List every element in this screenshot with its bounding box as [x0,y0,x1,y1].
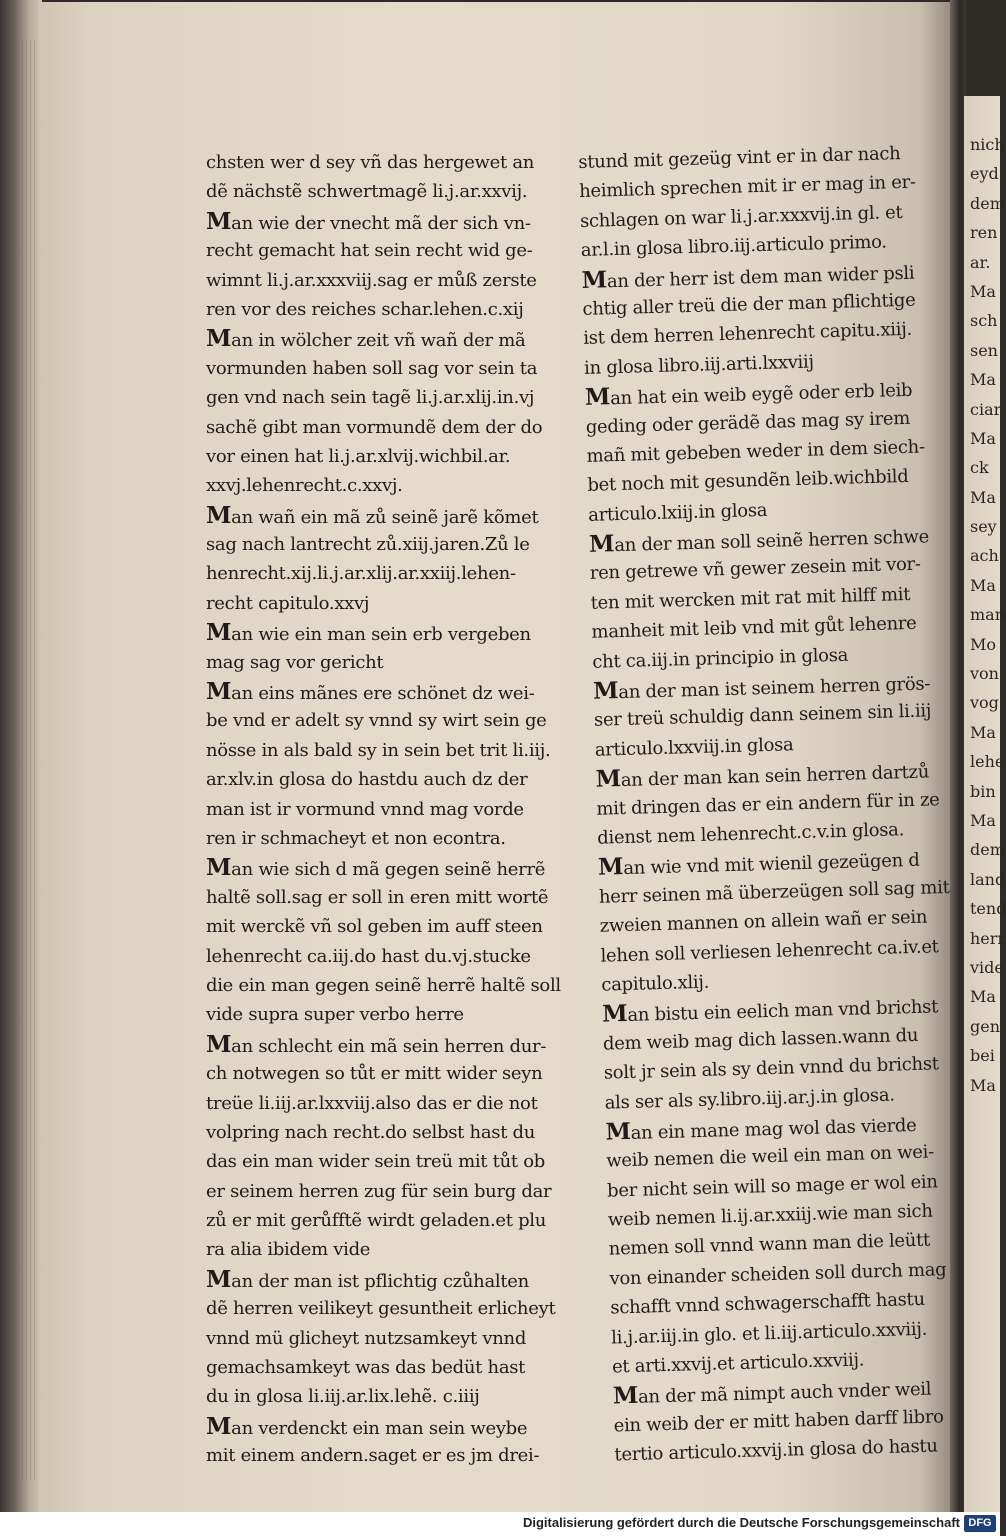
text-line: wimnt li.j.ar.xxxviij.sag er můß zerste [206,269,537,291]
text-line: chtig aller treü die der man pflichtige [582,289,916,320]
right-text-column [578,138,960,1470]
text-line: vide supra super verbo herre [206,1004,464,1026]
text-line: articulo.lxxviij.in glosa [594,734,794,761]
text-line: li.j.ar.iij.in glo. et li.iij.articulo.xxviij. [610,1318,928,1349]
text-line: ra alia ibidem vide [206,1239,371,1261]
text-line: Man wie sich d mã gegen seinẽ herrẽ [206,854,546,882]
left-text-column [206,148,566,1471]
text-line: haltẽ soll.sag er soll in eren mitt wortẽ [206,886,549,908]
peek-line: sey [970,517,997,537]
peek-line: lehe [970,752,1005,772]
text-line: Man der man kan sein herren dartzů [595,761,930,793]
text-line: ren vor des reiches schar.lehen.c.xij [206,298,524,320]
text-line: zů er mit gerůfftẽ wirdt geladen.et plu [206,1210,547,1232]
text-line: geding oder gerädẽ das mag sy irem [585,407,911,438]
text-line: von einander scheiden soll durch mag [609,1258,947,1290]
peek-line: Ma [970,575,996,595]
peek-line: vog [970,693,999,713]
text-line: Man in wölcher zeit vñ wañ der mã [206,325,526,353]
peek-line: ciar [970,399,1002,419]
text-line: ber nicht sein will so mage er wol ein [606,1171,938,1202]
footer-bar [0,1512,1000,1536]
text-line: ar.xlv.in glosa do hastdu auch dz der [206,769,528,791]
text-line: ch notwegen so tůt er mitt wider seyn [206,1063,543,1085]
text-line: ar.l.in glosa libro.iij.articulo primo. [580,231,887,262]
text-line: lehenrecht ca.iij.do hast du.vj.stucke [206,945,531,967]
text-line: lehen soll verliesen lehenrecht ca.iv.et [600,935,939,967]
text-line: recht gemacht hat sein recht wid ge- [206,240,533,262]
text-line: schlagen on war li.j.ar.xxxvij.in gl. et [579,201,903,232]
text-line: be vnd er adelt sy vnnd sy wirt sein ge [206,710,547,732]
text-line: Man wie vnd mit wienil gezeügen d [597,850,920,882]
peek-line: Ma [970,987,996,1007]
peek-line: dem [970,840,1005,860]
peek-line: ck [970,458,989,478]
text-line: ser treü schuldig dann seinem sin li.iij [593,700,932,732]
text-line: ist dem herren lehenrecht capitu.xiij. [583,319,913,350]
text-line: weib nemen die weil ein man on wei- [606,1141,935,1172]
peek-line: dem [970,193,1005,213]
text-line: ren ir schmacheyt et non econtra. [206,827,506,849]
text-line: gen vnd nach sein tagẽ li.j.ar.xlij.in.vj [206,387,535,409]
text-line: mit dringen das er ein andern für in ze [596,788,940,820]
right-page-text-fragment [970,130,1006,1100]
peek-line: ren [970,223,998,243]
text-line: sachẽ gibt man vormundẽ dem der do [206,416,543,438]
peek-line: Ma [970,810,996,830]
text-line: vormunden haben soll sag vor sein ta [206,357,538,379]
peek-line: eyd [970,164,999,184]
text-line: herr seinen mã überzeügen soll sag mit [598,876,950,908]
text-line: Man bistu ein eelich man vnd brichst [601,996,939,1028]
text-line: volpring nach recht.do selbst hast du [206,1121,536,1143]
text-line: mit einem andern.saget er es jm drei- [206,1445,540,1467]
text-line: Man wie der vnecht mã der sich vn- [206,207,531,235]
text-line: ren getrewe vñ gewer zesein mit vor- [589,554,921,585]
text-line: xxvj.lehenrecht.c.xxvj. [206,475,403,497]
text-line: Man der man soll seinẽ herren schwe [588,526,930,558]
text-line: Man der man ist pflichtig czůhalten [206,1265,529,1293]
peek-line: von [970,664,999,684]
peek-line: sen [970,340,998,360]
peek-line: Ma [970,487,996,507]
peek-line: ar. [970,252,991,272]
peek-line: man [970,605,1006,625]
text-line: mañ mit gebeben weder in dem siech- [586,436,926,467]
text-line: Man verdenckt ein man sein weybe [206,1412,528,1440]
text-line: stund mit gezeüg vint er in dar nach [578,143,901,173]
text-line: chsten wer d sey vñ das hergewet an [206,152,535,173]
text-line: treüe li.iij.ar.lxxviij.also das er die not [206,1092,538,1114]
peek-line: Ma [970,428,996,448]
text-line: heimlich sprechen mit ir er mag in er- [578,171,916,203]
peek-line: land [970,869,1006,889]
text-line: recht capitulo.xxvj [206,592,370,614]
text-line: Man der man ist seinem herren grös- [592,673,931,705]
text-line: er seinem herren zug für sein burg dar [206,1180,552,1202]
funding-credit: Digitalisierung gefördert durch die Deutsche Forschungsgemeinschaft [522,1515,960,1530]
text-line: Man der mã nimpt auch vnder weil [612,1379,932,1410]
peek-line: herr [970,928,1006,948]
text-line: Man der herr ist dem man wider psli [581,262,915,294]
text-line: schafft vnnd schwagerschafft hastu [610,1289,926,1319]
text-line: dẽ herren veilikeyt gesuntheit erlicheyt [206,1298,556,1320]
peek-line: vide [970,957,1004,977]
text-line: manheit mit leib vnd mit gůt lehenre [591,612,917,644]
text-line: ein weib der er mitt haben darff libro [613,1406,944,1437]
text-line: als ser als sy.libro.iij.ar.j.in glosa. [604,1084,895,1114]
text-line: man ist ir vormund vnnd mag vorde [206,798,524,820]
text-line: Man schlecht ein mã sein herren dur- [206,1030,547,1058]
peek-line: nich [970,135,1005,154]
text-line: cht ca.iij.in principio in glosa [592,644,849,673]
peek-line: sch [970,311,998,331]
text-line: solt jr sein als sy dein vnnd du brichst [603,1053,939,1084]
text-line: articulo.lxiij.in glosa [587,499,768,526]
text-line: Man wañ ein mã zů seinẽ jarẽ kõmet [206,501,539,529]
text-line: ten mit wercken mit rat mit hilff mit [590,583,911,614]
dfg-logo: DFG [964,1515,996,1532]
peek-line: Mo [970,634,997,654]
text-line: vnnd mü glicheyt nutzsamkeyt vnnd [206,1327,527,1349]
text-line: in glosa libro.iij.arti.lxxviij [583,351,815,379]
text-line: Man wie ein man sein erb vergeben [206,619,531,647]
text-line: vor einen hat li.j.ar.xlvij.wichbil.ar. [206,445,511,467]
text-line: Man hat ein weib eygẽ oder erb leib [584,379,913,412]
peek-line: ach [970,546,999,566]
text-line: nemen soll vnnd wann man die leütt [608,1230,931,1261]
text-line: et arti.xxvij.et articulo.xxviij. [611,1349,865,1378]
text-line: mag sag vor gericht [206,651,384,673]
text-line: mit werckẽ vñ sol geben im auff steen [206,916,543,938]
text-line: du in glosa li.iij.ar.lix.lehẽ. c.iiij [206,1386,480,1408]
peek-line: bin [970,781,996,801]
text-line: dienst nem lehenrecht.c.v.in glosa. [596,819,905,849]
text-line: capitulo.xlij. [601,971,710,996]
text-line: das ein man wider sein treü mit tůt ob [206,1151,546,1173]
peek-line: Ma [970,1075,996,1095]
text-line: sag nach lantrecht zů.xiij.jaren.Zů le [206,534,530,556]
text-line: weib nemen li.ij.ar.xxiij.wie man sich [607,1200,933,1231]
text-line: gemachsamkeyt was das bedüt hast [206,1357,526,1379]
peek-line: Ma [970,370,996,390]
text-line: zweien mannen on allein wañ er sein [599,906,928,937]
text-line: henrecht.xij.li.j.ar.xlij.ar.xxiij.lehen- [206,563,516,585]
peek-line: tend [970,899,1006,919]
text-line: tertio articulo.xxvij.in glosa do hastu [614,1435,938,1466]
text-line: nösse in als bald sy in sein bet trit li.iij. [206,739,551,761]
right-page-shadow [966,0,1000,96]
peek-line: gen [970,1016,1001,1036]
peek-line: bei [970,1046,995,1066]
text-line: dem weib mag dich lassen.wann du [602,1024,919,1055]
text-line: Man ein mane mag wol das vierde [605,1114,917,1146]
text-line: bet noch mit gesundẽn leib.wichbild [587,466,909,497]
text-line: dẽ nächstẽ schwertmagẽ li.j.ar.xxvij. [206,181,528,203]
peek-line: Ma [970,281,996,301]
text-line: Man eins mãnes ere schönet dz wei- [206,678,535,706]
text-line: die ein man gegen seinẽ herrẽ haltẽ soll [206,974,561,996]
peek-line: Ma [970,722,996,742]
